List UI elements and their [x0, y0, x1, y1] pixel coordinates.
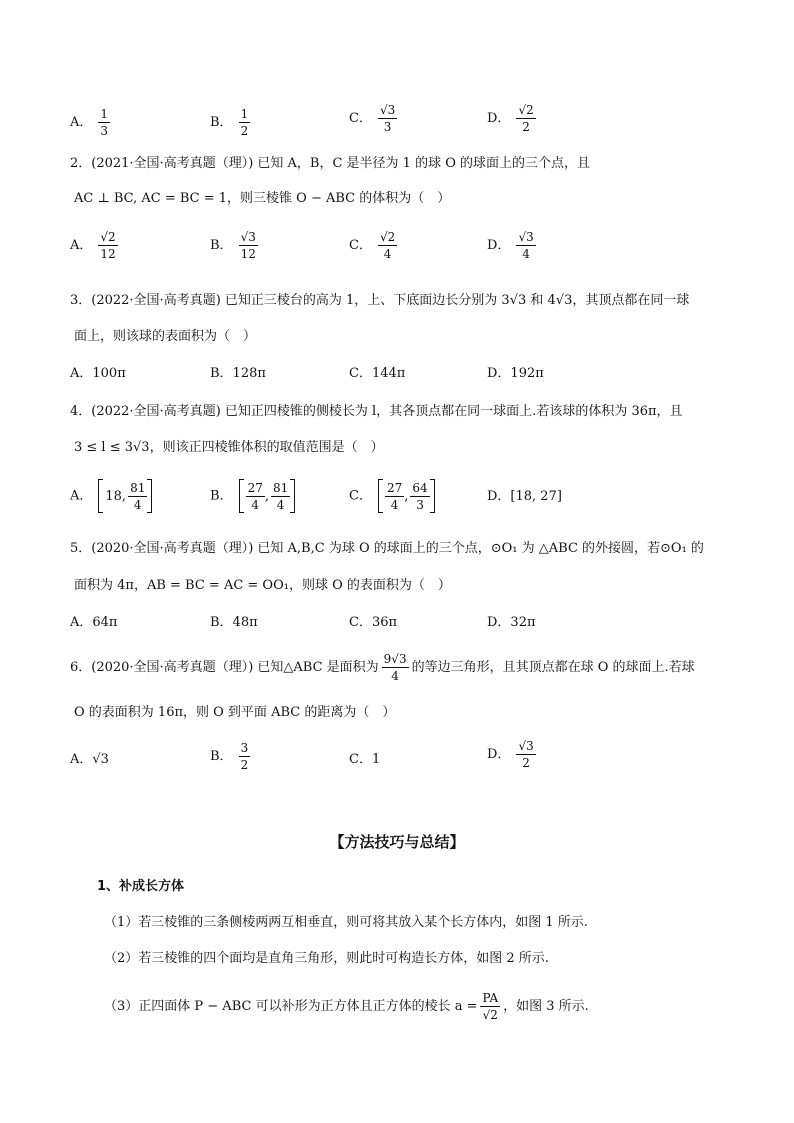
tip-item-1: （1）若三棱锥的三条侧棱两两互相垂直，则可将其放入某个长方体内，如图 1 所示. — [104, 915, 588, 930]
tip-item-3 — [104, 992, 589, 1021]
interval-lower: 18, — [105, 488, 127, 504]
denominator: 12 — [240, 247, 256, 261]
numerator: 81 — [130, 480, 146, 495]
q6-option-a: A．√3 — [70, 752, 109, 767]
fraction — [239, 231, 258, 260]
stem-text: 的等边三角形，且其顶点都在球 O 的球面上.若球 — [411, 660, 695, 675]
option-label: B． — [210, 238, 233, 253]
comma: , — [264, 488, 269, 504]
denominator: 4 — [133, 497, 142, 512]
fraction — [480, 992, 500, 1021]
q5-stem-line2: 面积为 4π，AB = BC = AC = OO₁，则球 O 的表面积为（ ） — [74, 578, 451, 593]
q4-option-d: D．[18, 27] — [487, 489, 562, 504]
q4-stem-line2: 3 ≤ l ≤ 3√3，则该正四棱锥体积的取值范围是（ ） — [74, 440, 384, 455]
q5-option-b: B．48π — [210, 615, 258, 630]
fraction — [378, 231, 397, 260]
q2-option-a — [70, 231, 118, 260]
numerator: √3 — [518, 739, 534, 753]
fraction — [98, 108, 110, 137]
q3-option-a: A．100π — [70, 366, 126, 381]
numerator: √2 — [100, 230, 116, 244]
option-label: D． — [487, 747, 511, 762]
numerator: √2 — [518, 103, 534, 117]
denominator: 3 — [100, 124, 109, 138]
option-label: B． — [210, 749, 233, 764]
right-bracket — [430, 479, 435, 513]
option-label: C． — [349, 488, 372, 504]
denominator: 4 — [391, 669, 399, 683]
interval — [239, 479, 296, 513]
fraction — [246, 482, 265, 511]
denominator: 2 — [240, 124, 249, 138]
option-label: A． — [70, 115, 93, 130]
fraction — [410, 482, 429, 511]
left-bracket — [378, 479, 383, 513]
fraction — [239, 742, 251, 771]
denominator: 2 — [522, 756, 530, 770]
q6-stem-line1 — [70, 653, 695, 682]
q1-option-a — [70, 108, 110, 137]
fraction — [271, 482, 290, 511]
q5-stem-line1: 5．(2020·全国·高考真题（理）) 已知 A,B,C 为球 O 的球面上的三个点，⊙O₁ 为 △ABC 的外接圆，若⊙O₁ 的 — [70, 541, 704, 556]
denominator: √2 — [482, 1008, 498, 1022]
numerator: 3 — [240, 741, 249, 755]
denominator: 4 — [251, 497, 260, 512]
section-subheading: 1、补成长方体 — [97, 879, 185, 894]
q6-option-c: C．1 — [349, 752, 381, 767]
q2-stem-line2: AC ⊥ BC, AC = BC = 1，则三棱锥 O − ABC 的体积为（ ） — [74, 191, 451, 206]
stem-text: 6．(2020·全国·高考真题（理）) 已知△ABC 是面积为 — [70, 660, 379, 675]
right-bracket — [147, 479, 152, 513]
q3-option-b: B．128π — [210, 366, 266, 381]
option-label: B． — [210, 488, 233, 504]
option-label: B． — [210, 115, 233, 130]
q6-option-b — [210, 742, 250, 771]
interval — [378, 479, 435, 513]
option-label: D． — [487, 111, 511, 126]
fraction — [516, 104, 535, 133]
q4-option-c — [349, 479, 435, 513]
fraction — [239, 108, 251, 137]
denominator: 4 — [383, 247, 392, 261]
option-label: A． — [70, 488, 93, 504]
q1-option-d — [487, 104, 536, 133]
q5-option-c: C．36π — [349, 615, 398, 630]
fraction — [385, 482, 404, 511]
q5-option-a: A．64π — [70, 615, 118, 630]
q6-stem-line2: O 的表面积为 16π，则 O 到平面 ABC 的距离为（ ） — [74, 705, 396, 720]
numerator: √3 — [518, 230, 534, 244]
fraction — [516, 231, 535, 260]
left-bracket — [239, 479, 244, 513]
q5-option-d: D．32π — [487, 615, 536, 630]
numerator: √2 — [379, 230, 396, 244]
q6-option-d — [487, 740, 536, 769]
denominator: 12 — [100, 247, 116, 261]
q3-option-c: C．144π — [349, 366, 406, 381]
q3-option-d: D．192π — [487, 366, 544, 381]
fraction — [516, 740, 535, 769]
tip-text: ，如图 3 所示. — [503, 999, 589, 1014]
denominator: 4 — [276, 497, 285, 512]
numerator: 1 — [100, 107, 109, 121]
interval — [98, 479, 152, 513]
denominator: 4 — [522, 247, 530, 261]
q2-option-d — [487, 231, 536, 260]
q3-stem-line2: 面上，则该球的表面积为（ ） — [74, 329, 257, 344]
numerator: 64 — [412, 480, 428, 495]
denominator: 3 — [416, 497, 424, 512]
option-label: C． — [349, 111, 372, 126]
q1-option-b — [210, 108, 250, 137]
fraction — [378, 104, 397, 133]
numerator: 9√3 — [383, 652, 407, 666]
denominator: 2 — [240, 758, 249, 772]
tip-item-2: （2）若三棱锥的四个面均是直角三角形，则此时可构造长方体，如图 2 所示. — [104, 951, 549, 966]
fraction — [382, 653, 409, 682]
right-bracket — [290, 479, 295, 513]
fraction — [98, 231, 117, 260]
option-label: C． — [349, 238, 372, 253]
numerator: PA — [482, 991, 499, 1005]
q3-stem-line1: 3．(2022·全国·高考真题) 已知正三棱台的高为 1，上、下底面边长分别为 3√3 和 4√3，其顶点都在同一球 — [70, 293, 690, 308]
denominator: 3 — [383, 120, 392, 134]
denominator: 4 — [390, 497, 399, 512]
numerator: 27 — [247, 480, 263, 495]
numerator: 81 — [272, 480, 289, 495]
denominator: 2 — [522, 120, 530, 134]
fraction — [128, 482, 147, 511]
comma: , — [404, 488, 409, 504]
left-bracket — [98, 479, 103, 513]
numerator: √3 — [379, 103, 396, 117]
q4-option-b — [210, 479, 295, 513]
option-label: A． — [70, 238, 93, 253]
q2-option-c — [349, 231, 397, 260]
option-label: D． — [487, 238, 511, 253]
q2-stem-line1: 2．(2021·全国·高考真题（理）) 已知 A，B，C 是半径为 1 的球 O 的球面上的三个点，且 — [70, 156, 591, 171]
numerator: 27 — [386, 480, 403, 495]
section-heading: 【方法技巧与总结】 — [329, 833, 465, 851]
q4-stem-line1: 4．(2022·全国·高考真题) 已知正四棱锥的侧棱长为 l，其各顶点都在同一球面上.若该球的体积为 36π，且 — [70, 404, 683, 419]
q2-option-b — [210, 231, 258, 260]
q4-option-a — [70, 479, 152, 513]
numerator: √3 — [240, 230, 256, 244]
q1-option-c — [349, 104, 397, 133]
tip-text: （3）正四面体 P − ABC 可以补形为正方体且正方体的棱长 a = — [104, 999, 478, 1014]
numerator: 1 — [240, 107, 249, 121]
